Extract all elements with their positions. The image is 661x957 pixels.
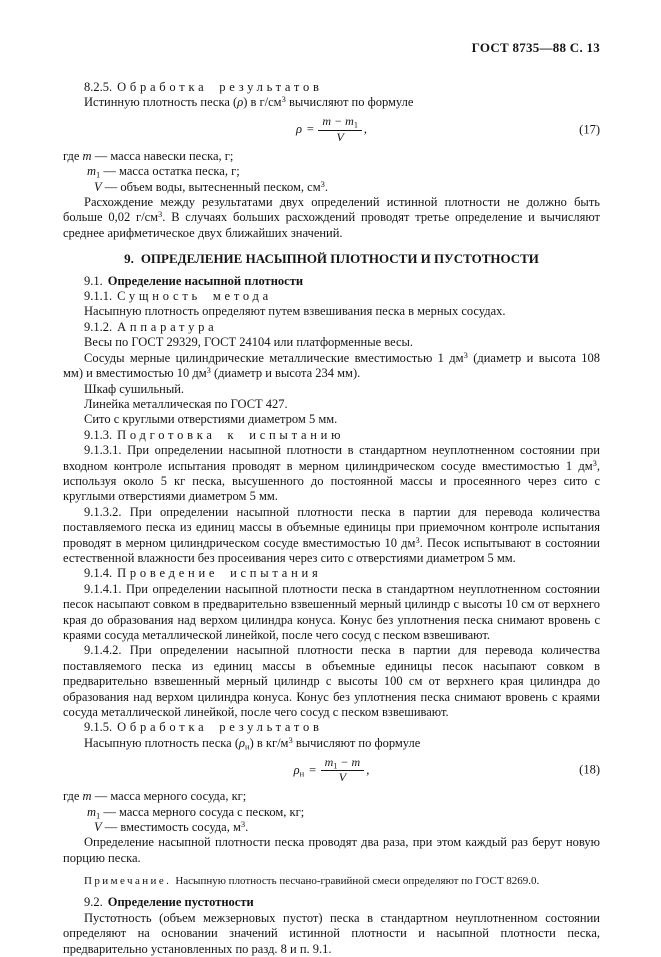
note <box>63 874 600 888</box>
formula-lhs: $\rho_н$ <box>293 762 305 778</box>
paragraph: Пустотность (объем межзерновых пустот) песка в стандартном неуплотненном состоянии определяют на основании значений истинной плотности и насыпной плотности песка, предварительно установленных по разд. 8 и п. 9.1. <box>63 910 600 956</box>
equals-sign: = <box>308 762 317 777</box>
paragraph: Сосуды мерные цилиндрические металлические вместимостью 1 $дм^3$ (диаметр и высота 108 мм) и вместимостью 10 $дм^3$ (диаметр и высота 234 мм). <box>63 349 600 381</box>
paragraph: Сито с круглыми отверстиями диаметром 5 мм. <box>84 412 338 427</box>
section-number: 9.1.3. <box>84 427 113 442</box>
fraction-denominator: V <box>336 129 344 144</box>
document-body <box>63 80 600 957</box>
definition-line: $m_1$ — масса остатка песка, г; <box>87 164 240 180</box>
note-text: Насыпную плотность песчано-гравийной смеси определяют по ГОСТ 8269.0. <box>175 875 540 888</box>
equation-number: (18) <box>579 762 600 777</box>
section-title: Подготовка к испытанию <box>117 427 345 442</box>
section-title: Проведение испытания <box>117 566 322 581</box>
chapter-heading <box>63 251 600 266</box>
subsection-title: Определение пустотности <box>107 895 254 910</box>
paragraph: Расхождение между результатами двух определений истинной плотности не должно быть больше 0,02 $г/см^3$. В случаях больших расхождений проводят третье определение и вычисляют среднее арифметическое двух ближайших значений. <box>63 195 600 240</box>
section-title: Сущность метода <box>117 289 272 304</box>
paragraph: Насыпную плотность определяют путем взвешивания песка в мерных сосудах. <box>84 304 506 319</box>
paragraph: Определение насыпной плотности песка проводят два раза, при этом каждый раз берут новую порцию песка. <box>63 835 600 865</box>
paragraph: 9.1.4.2. При определении насыпной плотности песка в партии для перевода количества поставляемого песка из единиц массы в объемные единицы песок насыпают совком в предварительно взвешенный мерный цилиндр с высоты 100 см от верхнего края цилиндра до образования над верхом цилиндра конуса. Конус без уплотнения песка снимают вровень с краями сосуда металлической линейкой, после чего сосуд с песком взвешивают. <box>63 643 600 720</box>
definition-line: где m — масса навески песка, г; <box>63 148 234 163</box>
fraction <box>318 115 362 144</box>
definitions-list <box>63 789 600 835</box>
subsection-title: Определение насыпной плотности <box>107 273 304 288</box>
equation-number: (17) <box>579 122 600 137</box>
page-header: ГОСТ 8735—88 С. 13 <box>471 40 600 55</box>
note-label: Примечание. <box>84 875 172 888</box>
equals-sign: = <box>305 122 315 137</box>
formula-tail: , <box>363 122 368 137</box>
section-title: Обработка результатов <box>117 80 323 94</box>
section-heading <box>63 566 600 581</box>
subsection-number: 9.1. <box>84 273 103 288</box>
paragraph: Насыпную плотность песка $(\rho_н)$ в $кг/м^3$ вычисляют по формуле <box>84 734 421 752</box>
subsection-heading <box>63 895 600 910</box>
section-heading <box>63 428 600 443</box>
paragraph: Истинную плотность песка (ρ) в $г/см^3$ вычисляют по формуле <box>84 94 414 110</box>
section-number: 9.1.4. <box>84 566 113 581</box>
section-number: 9.1.5. <box>84 720 113 735</box>
formula-lhs: ρ <box>295 122 302 137</box>
section-heading <box>63 320 600 335</box>
formula-expression <box>294 756 370 785</box>
formula-tail: , <box>366 762 370 777</box>
section-heading <box>63 289 600 304</box>
fraction <box>321 756 365 785</box>
subsection-number: 9.2. <box>84 895 103 910</box>
chapter-number: 9. <box>124 251 134 267</box>
paragraph: Шкаф сушильный. <box>84 381 185 396</box>
section-title: Обработка результатов <box>117 720 323 735</box>
definition-line: где m — масса мерного сосуда, кг; <box>63 789 247 804</box>
section-number: 9.1.2. <box>84 319 113 334</box>
chapter-title: ОПРЕДЕЛЕНИЕ НАСЫПНОЙ ПЛОТНОСТИ И ПУСТОТНОСТИ <box>140 251 539 267</box>
section-number: 9.1.1. <box>84 289 113 304</box>
paragraph: 9.1.4.1. При определении насыпной плотности песка в стандартном неуплотненном состоянии песок насыпают совком в предварительно взвешенный мерный цилиндр с высоты 10 см от верхнего края до образования над верхом цилиндра конуса. Конус без уплотнения песка снимают вровень с краями сосуда металлической линейкой, после чего сосуд с песком взвешивают. <box>63 581 600 642</box>
subsection-heading <box>63 274 600 289</box>
fraction-denominator: V <box>338 770 347 785</box>
definition-line: $m_1$ — масса мерного сосуда с песком, кг; <box>87 804 305 821</box>
section-heading <box>63 80 600 95</box>
definition-line: V — вместимость сосуда, $м^3$. <box>94 818 249 835</box>
formula <box>63 753 600 787</box>
definitions-list <box>63 149 600 195</box>
paragraph: Весы по ГОСТ 29329, ГОСТ 24104 или платформенные весы. <box>84 335 414 350</box>
definition-line: V — объем воды, вытесненный песком, $см^3$. <box>94 178 328 194</box>
section-heading <box>63 720 600 735</box>
section-number: 8.2.5. <box>84 80 113 94</box>
formula-expression <box>296 115 367 144</box>
section-title: Аппаратура <box>117 319 218 334</box>
paragraph: Линейка металлическая по ГОСТ 427. <box>84 396 288 411</box>
fraction-numerator: $m - m_1$ <box>318 115 362 130</box>
paragraph: 9.1.3.2. При определении насыпной плотности песка в партии для перевода количества поставляемого песка из единиц массы в объемные единицы при приемочном контроле испытания проводят в мерном цилиндрическом сосуде вместимостью 10 $дм^3$. Песок испытывают в состоянии естественной влажности без просеивания через сито с отверстиями диаметром 5 мм. <box>63 504 600 565</box>
formula <box>63 113 600 147</box>
fraction-numerator: $m_1 - m$ <box>321 756 365 771</box>
paragraph: 9.1.3.1. При определении насыпной плотности в стандартном неуплотненном состоянии при входном контроле испытания проводят в мерном цилиндрическом сосуде вместимостью 1 $дм^3$, используя около 5 кг песка, высушенного до постоянной массы и просеянного через сито с круглыми отверстиями диаметром 5 мм. <box>63 443 600 504</box>
